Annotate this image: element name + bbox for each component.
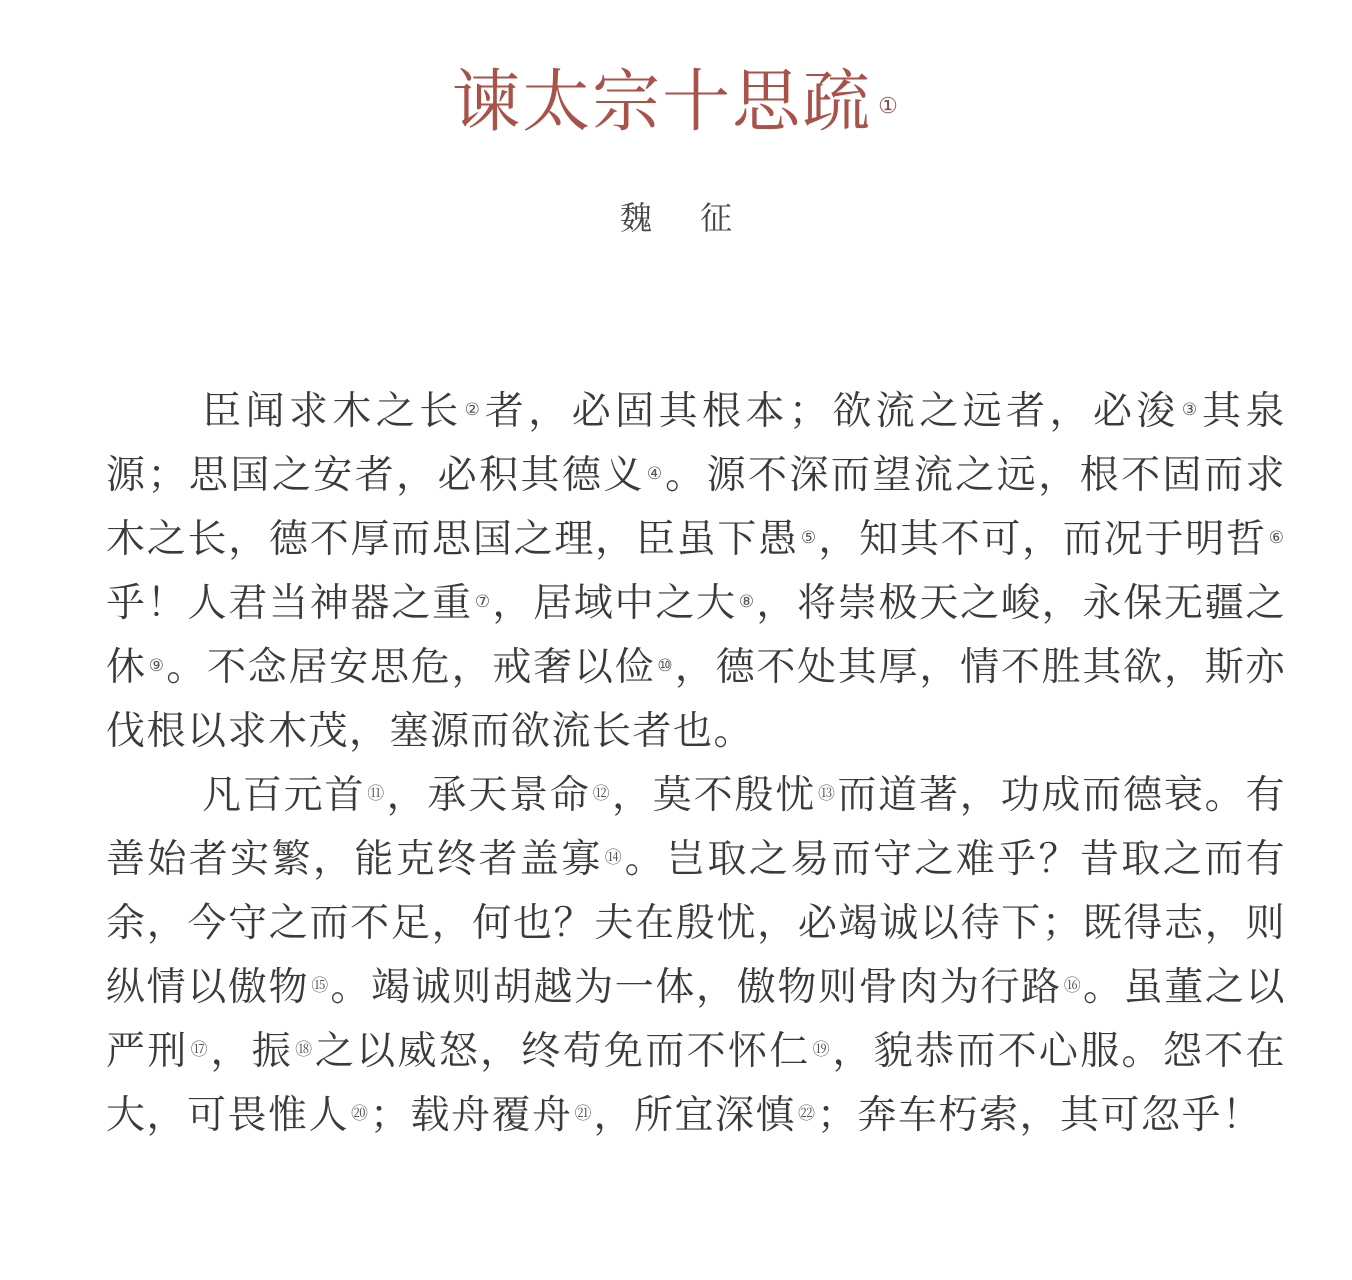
footnote-marker: ⑮ [311, 976, 329, 996]
footnote-marker: ⑧ [738, 592, 755, 612]
author-name: 魏征 [619, 199, 780, 237]
footnote-marker: ③ [1181, 400, 1201, 420]
footnote-marker: ⑦ [474, 592, 491, 612]
text-segment: 。岂取之易而守之难乎？昔取之而有余，今守之而不足，何也？夫在殷忧，必竭诚以待下；既得志，则纵情以傲物 [106, 837, 1286, 1010]
footnote-marker: ⑳ [351, 1104, 369, 1124]
title-footnote-marker: ① [878, 94, 900, 119]
text-segment: ，将崇极天之峻，永保无疆之休 [106, 581, 1286, 690]
text-segment: 。竭诚则胡越为一体，傲物则骨肉为行路 [330, 965, 1062, 1010]
text-segment: 。不念居安思危，戒奢以俭 [166, 645, 656, 690]
text-segment: ，莫不殷忧 [611, 773, 817, 818]
text-segment: ；奔车朽索，其可忽乎！ [817, 1093, 1263, 1138]
text-segment: ，所宜深慎 [593, 1093, 797, 1138]
footnote-marker: ⑰ [190, 1040, 209, 1060]
document-body [106, 380, 1286, 1148]
footnote-marker: ⑨ [148, 656, 165, 676]
footnote-marker: ⑬ [818, 784, 836, 804]
text-segment: ，居域中之大 [492, 581, 737, 626]
text-segment: 之以威怒，终苟免而不怀仁 [314, 1029, 811, 1074]
text-segment: ，貌恭而不心服。怨不在大，可畏惟人 [106, 1029, 1286, 1138]
text-segment: ，振 [210, 1029, 294, 1074]
footnote-marker: ⑭ [604, 848, 623, 868]
footnote-marker: ⑲ [812, 1040, 831, 1060]
text-segment: ，承天景命 [386, 773, 591, 818]
text-segment: 者，必固其根本；欲流之远者，必浚 [484, 389, 1180, 434]
footnote-marker: ⑫ [592, 784, 610, 804]
document-title [0, 58, 1352, 148]
footnote-marker: ⑱ [295, 1040, 313, 1060]
text-segment: 。虽董之以严刑 [106, 965, 1286, 1074]
footnote-marker: ⑥ [1268, 528, 1284, 548]
footnote-marker: ② [464, 400, 483, 420]
text-segment: ；载舟覆舟 [370, 1093, 573, 1138]
text-segment: 乎！人君当神器之重 [106, 581, 473, 626]
footnote-marker: ④ [646, 464, 664, 484]
text-segment: 。源不深而望流之远，根不固而求木之长，德不厚而思国之理，臣虽下愚 [106, 453, 1286, 562]
footnote-marker: ⑤ [800, 528, 817, 548]
footnote-marker: ㉒ [798, 1104, 816, 1124]
footnote-marker: ⑯ [1063, 976, 1081, 996]
text-segment: ，知其不可，而况于明哲 [818, 517, 1267, 562]
text-segment: 其泉源；思国之安者，必积其德义 [106, 389, 1286, 498]
footnote-marker: ⑩ [657, 656, 673, 676]
paragraph-1 [106, 380, 1286, 764]
paragraph-2 [106, 764, 1286, 1148]
footnote-marker: ㉑ [574, 1104, 592, 1124]
title-text: 谏太宗十思疏 [452, 63, 873, 142]
text-segment: ，德不处其厚，情不胜其欲，斯亦伐根以求木茂，塞源而欲流长者也。 [106, 645, 1286, 754]
text-segment: 凡百元首 [202, 773, 366, 818]
footnote-marker: ⑪ [367, 784, 385, 804]
text-segment: 而道著，功成而德衰。有善始者实繁，能克终者盖寡 [106, 773, 1286, 882]
text-segment: 臣闻求木之长 [202, 389, 463, 434]
